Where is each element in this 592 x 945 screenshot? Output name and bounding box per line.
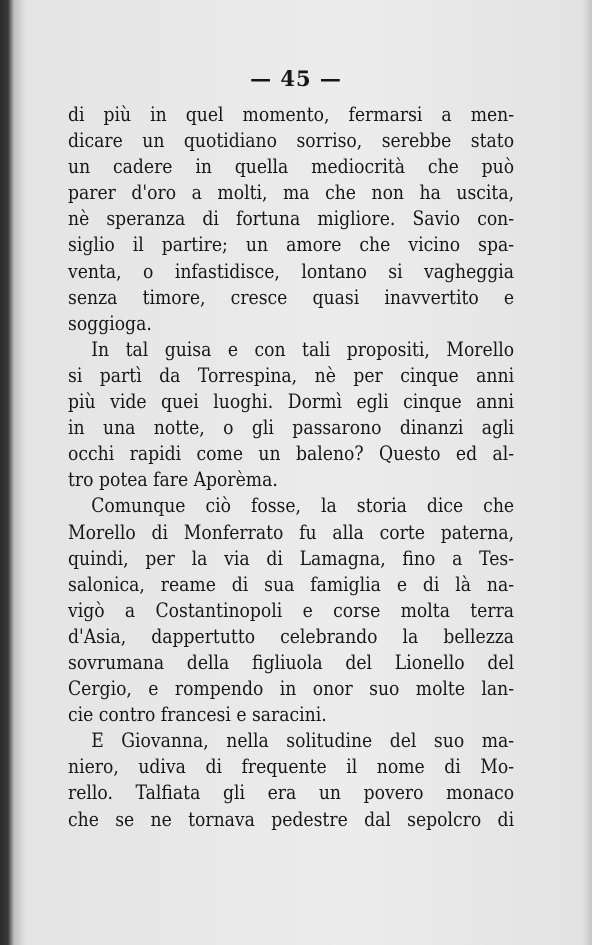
text-line: salonica, reame di sua famiglia e di là na-	[68, 571, 515, 596]
body-text	[68, 101, 514, 832]
text-line: tro potea fare Aporèma.	[68, 467, 278, 492]
text-line: che se ne tornava pedestre dal sepolcro di	[68, 806, 515, 831]
text-line: E Giovanna, nella solitudine del suo ma-	[91, 728, 515, 753]
text-line: dicare un quotidiano sorriso, serebbe stato	[68, 128, 515, 153]
text-line: soggioga.	[68, 310, 152, 335]
text-line: Cergio, e rompendo in onor suo molte lan-	[68, 676, 515, 701]
text-line: occhi rapidi come un baleno? Questo ed al-	[68, 441, 515, 466]
text-line: siglio il partire; un amore che vicino spa-	[68, 232, 515, 257]
text-line: niero, udiva di frequente il nome di Mo-	[68, 754, 515, 779]
text-line: vigò a Costantinopoli e corse molta terra	[68, 597, 515, 622]
text-line: sovrumana della figliuola del Lionello del	[68, 649, 515, 674]
text-line: d'Asia, dappertutto celebrando la bellezza	[68, 623, 515, 648]
text-line: più vide quei luoghi. Dormì egli cinque anni	[68, 389, 515, 414]
text-line: parer d'oro a molti, ma che non ha uscita,	[68, 180, 515, 205]
text-line: nè speranza di fortuna migliore. Savio con-	[68, 206, 515, 231]
text-line: venta, o infastidisce, lontano si vagheggia	[68, 258, 515, 283]
text-line: in una notte, o gli passarono dinanzi agli	[68, 415, 515, 440]
page-number: — 45 —	[250, 66, 342, 91]
text-line: cie contro francesi e saracini.	[68, 702, 327, 727]
text-line: un cadere in quella mediocrità che può	[68, 154, 515, 179]
text-line: Comunque ciò fosse, la storia dice che	[91, 493, 515, 518]
text-line: senza timore, cresce quasi inavvertito e	[68, 284, 515, 309]
text-line: rello. Talfiata gli era un povero monaco	[68, 780, 515, 805]
text-line: di più in quel momento, fermarsi a men-	[68, 102, 515, 126]
text-line: quindi, per la via di Lamagna, fino a Tes-	[68, 545, 515, 570]
text-line: si partì da Torrespina, nè per cinque anni	[68, 362, 515, 387]
text-line: In tal guisa e con tali propositi, Morello	[91, 336, 515, 361]
text-line: Morello di Monferrato fu alla corte paterna,	[68, 519, 515, 544]
